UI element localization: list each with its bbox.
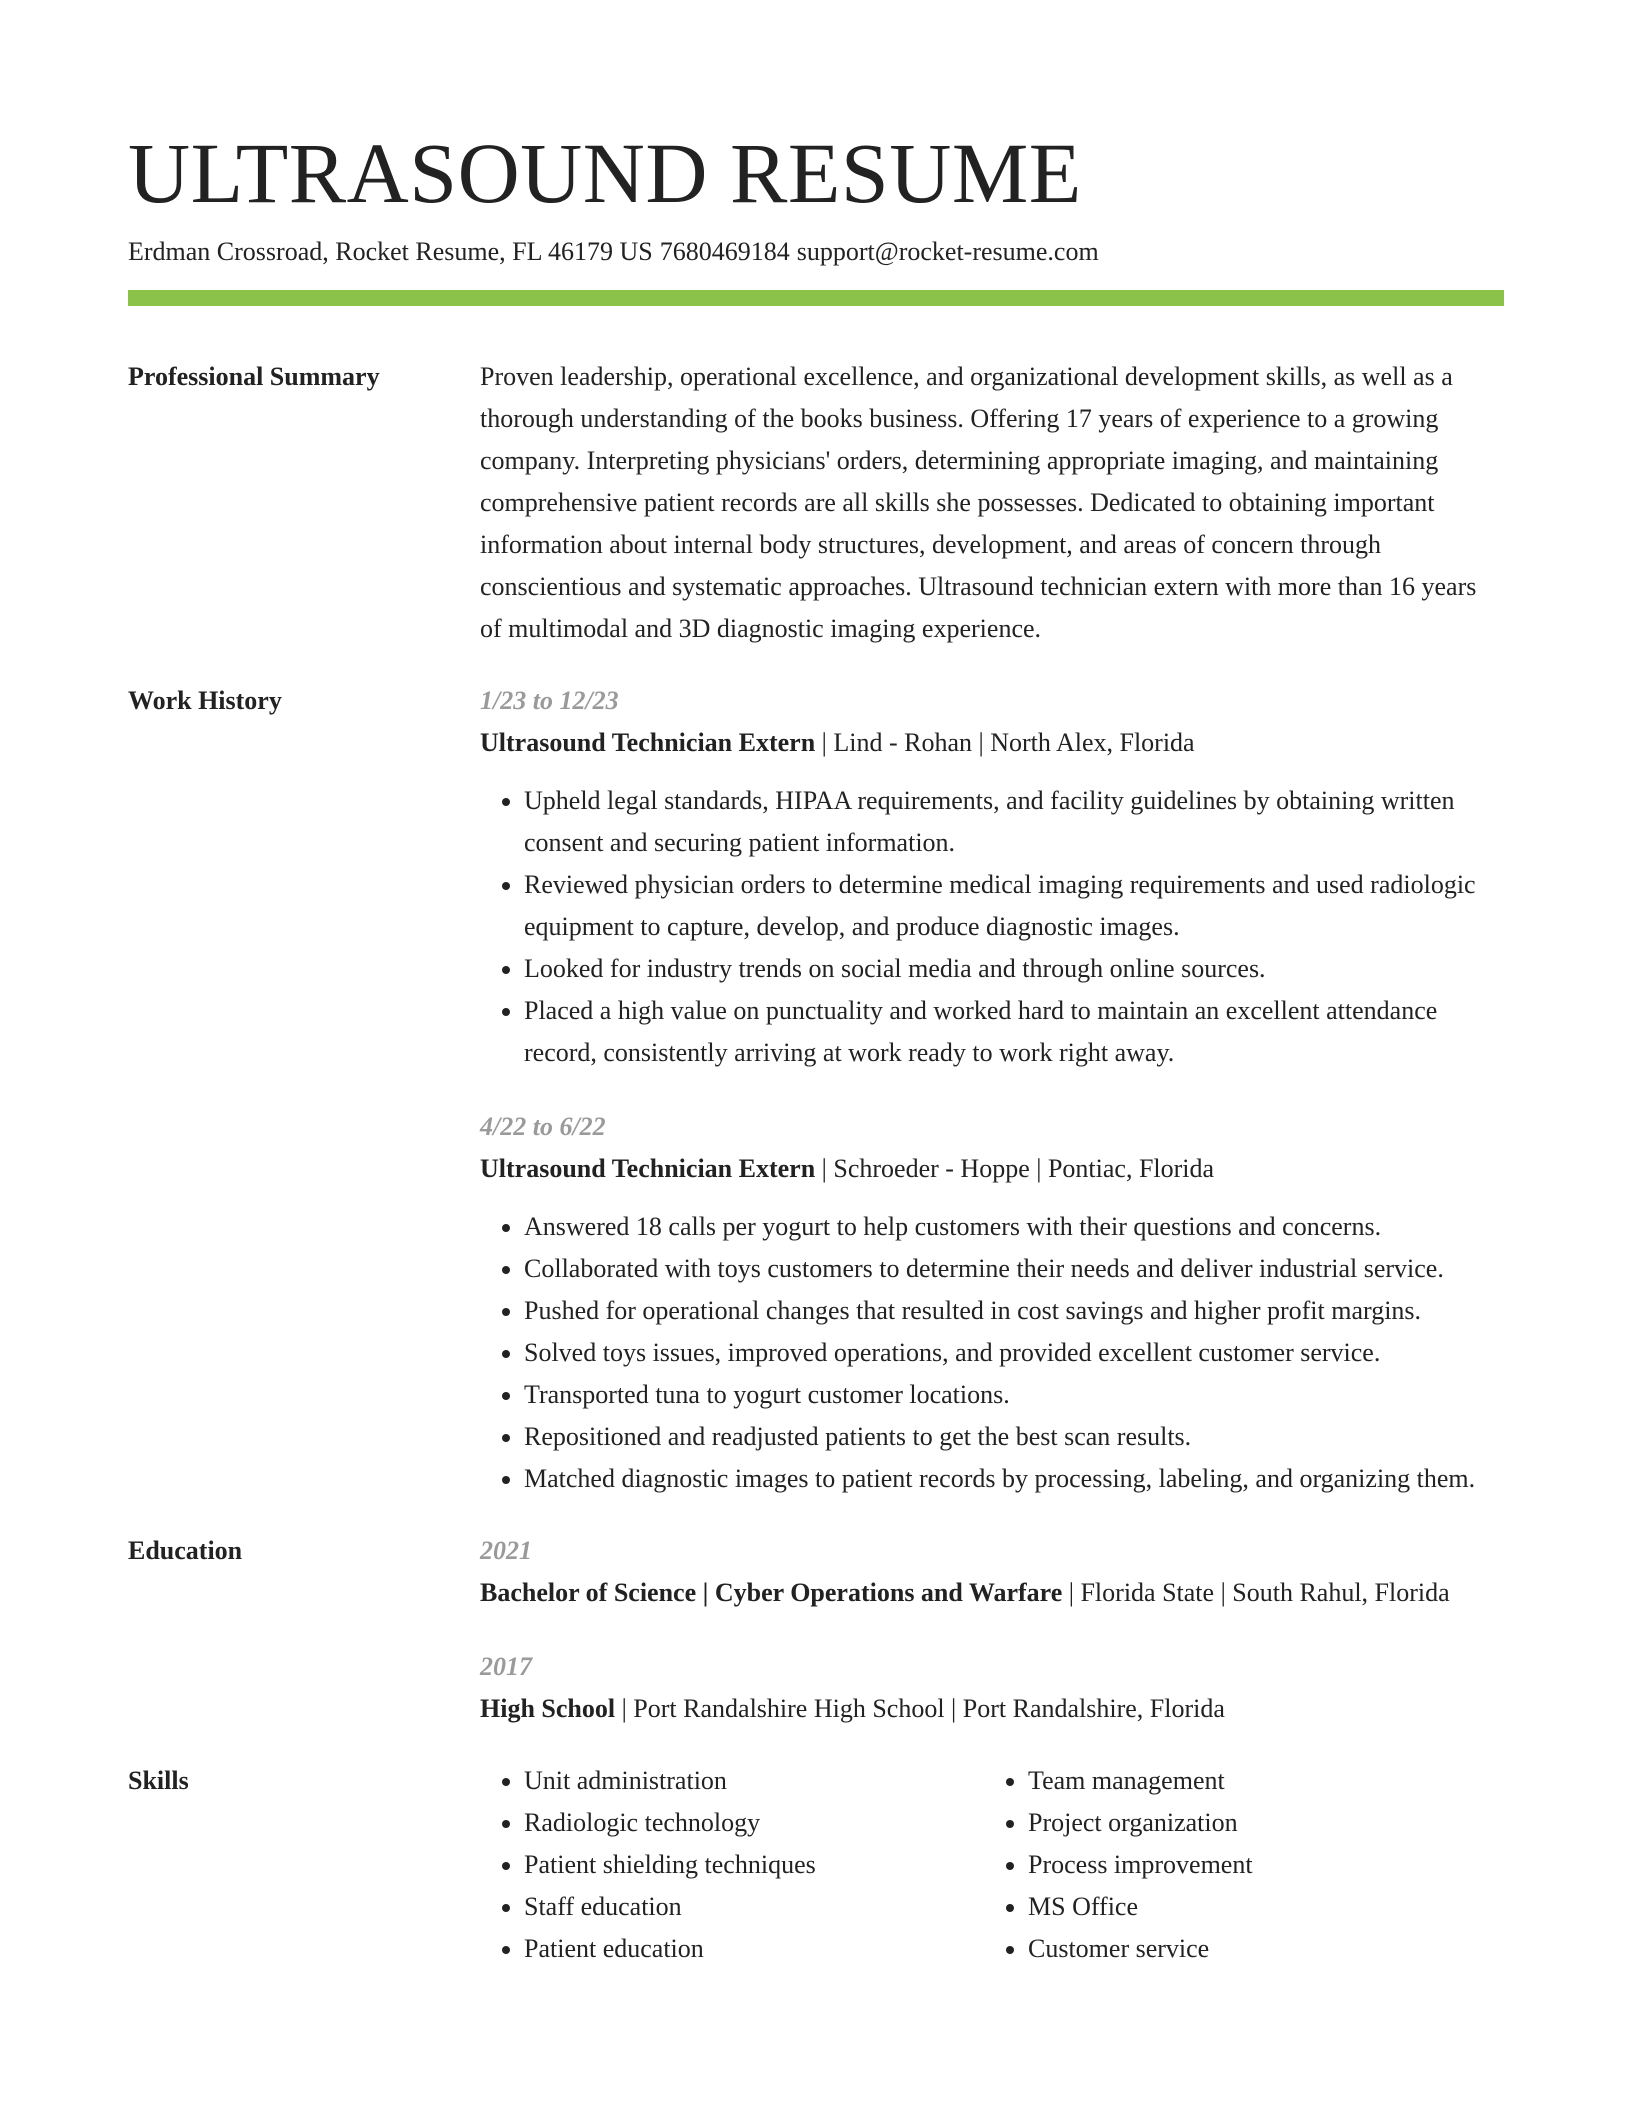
work-history-section [128,680,1504,1500]
job-dates: 1/23 to 12/23 [480,686,619,715]
list-item: • Customer service [1028,1928,1488,1970]
job-header [480,1148,1504,1190]
list-item: • Repositioned and readjusted patients to get the best scan results. [524,1416,1504,1458]
education-section [128,1530,1504,1730]
degree-title: High School [480,1694,616,1723]
work-history-heading: Work History [128,686,282,715]
list-item: • Unit administration [524,1760,984,1802]
job-bullets [480,1206,1504,1500]
summary-heading: Professional Summary [128,362,380,391]
education-header [480,1572,1504,1614]
list-item: • Transported tuna to yogurt customer locations. [524,1374,1504,1416]
education-year: 2017 [480,1652,532,1681]
list-item: • Patient shielding techniques [524,1844,984,1886]
list-item: • Matched diagnostic images to patient records by processing, labeling, and organizing them. [524,1458,1504,1500]
list-item: • Patient education [524,1928,984,1970]
resume-page [128,118,1504,1970]
job-details: | Lind - Rohan | North Alex, Florida [815,728,1195,757]
degree-title: Bachelor of Science | Cyber Operations and Warfare [480,1578,1063,1607]
list-item: • Looked for industry trends on social media and through online sources. [524,948,1504,990]
skills-heading: Skills [128,1766,189,1795]
job-title: Ultrasound Technician Extern [480,728,816,757]
education-header [480,1688,1504,1730]
contact-address: Erdman Crossroad, Rocket Resume, FL 46179 US [128,237,653,266]
list-item: • Process improvement [1028,1844,1488,1886]
list-item: • Radiologic technology [524,1802,984,1844]
education-body [480,1530,1504,1730]
skills-columns [480,1760,1504,1970]
list-item: • Team management [1028,1760,1488,1802]
skills-section [128,1760,1504,1970]
accent-divider [128,290,1504,306]
summary-text: Proven leadership, operational excellence, and organizational development skills, as well as a thorough understanding of the books business. Offering 17 years of experience to a growing company. Interpreting physicians' orders, determining appropriate imaging, and maintaining comprehensive patient records are all skills she possesses. Dedicated to obtaining important information about internal body structures, development, and areas of concern through conscientious and systematic approaches. Ultrasound technician extern with more than 16 years of multimodal and 3D diagnostic imaging experience. [480,362,1477,643]
education-entry [480,1530,1504,1614]
list-item: • Upheld legal standards, HIPAA requirements, and facility guidelines by obtaining written consent and securing patient information. [524,780,1504,864]
job-title: Ultrasound Technician Extern [480,1154,816,1183]
contact-email: support@rocket-resume.com [796,237,1099,266]
skills-list-left [480,1760,984,1970]
contact-line [128,234,1504,270]
education-details: | Florida State | South Rahul, Florida [1062,1578,1450,1607]
education-details: | Port Randalshire High School | Port Randalshire, Florida [615,1694,1225,1723]
job-entry [480,680,1504,1074]
list-item: • Pushed for operational changes that resulted in cost savings and higher profit margins. [524,1290,1504,1332]
list-item: • Placed a high value on punctuality and worked hard to maintain an excellent attendance record, consistently arriving at work ready to work right away. [524,990,1504,1074]
job-details: | Schroeder - Hoppe | Pontiac, Florida [815,1154,1215,1183]
list-item: • MS Office [1028,1886,1488,1928]
contact-phone: 7680469184 [659,237,790,266]
education-heading: Education [128,1536,243,1565]
list-item: • Reviewed physician orders to determine medical imaging requirements and used radiologic equipment to capture, develop, and produce diagnostic images. [524,864,1504,948]
list-item: • Project organization [1028,1802,1488,1844]
job-entry [480,1106,1504,1500]
job-dates: 4/22 to 6/22 [480,1112,606,1141]
resume-title: ULTRASOUND RESUME [128,125,1082,221]
summary-section [128,356,1504,650]
education-year: 2021 [480,1536,532,1565]
list-item: • Staff education [524,1886,984,1928]
list-item: • Solved toys issues, improved operations, and provided excellent customer service. [524,1332,1504,1374]
education-entry [480,1646,1504,1730]
skills-list-right [984,1760,1488,1970]
work-history-body [480,680,1504,1500]
skills-body [480,1760,1504,1970]
job-bullets [480,780,1504,1074]
list-item: • Answered 18 calls per yogurt to help customers with their questions and concerns. [524,1206,1504,1248]
list-item: • Collaborated with toys customers to determine their needs and deliver industrial service. [524,1248,1504,1290]
job-header [480,722,1504,764]
